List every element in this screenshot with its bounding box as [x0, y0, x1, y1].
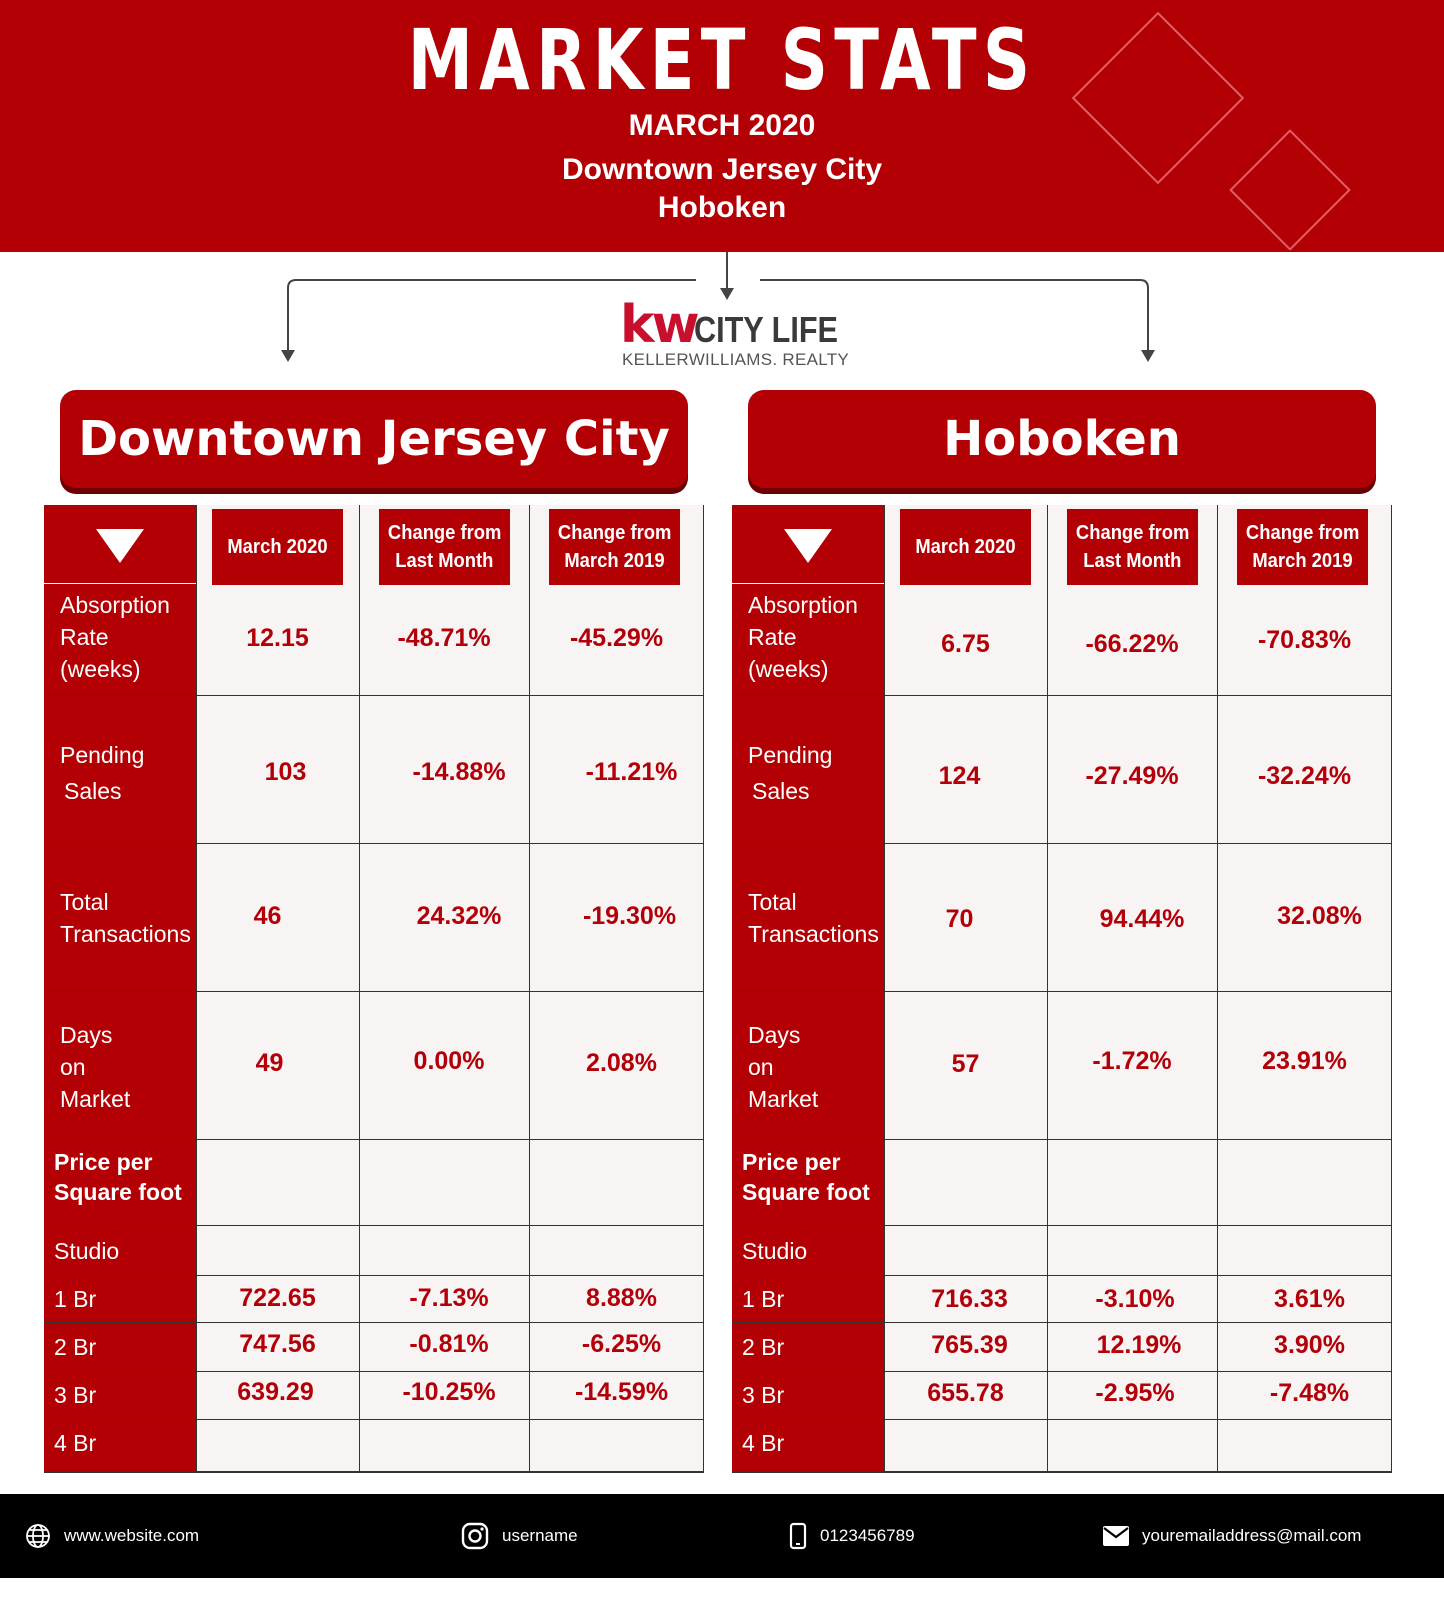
diamond-decoration-icon: [1070, 10, 1400, 250]
value-cell: 747.56: [239, 1330, 316, 1358]
value-cell: 12.15: [246, 624, 309, 652]
row-label-studio: Studio: [54, 1238, 120, 1264]
section-header-hoboken: Hoboken: [748, 390, 1376, 488]
report-month: MARCH 2020: [628, 109, 816, 142]
value-cell: 24.32%: [416, 902, 502, 930]
row-label-4br: 4 Br: [742, 1430, 785, 1456]
page-title: MARKET STATS: [407, 11, 1037, 109]
kw-logo-mark: kw: [620, 295, 697, 355]
contact-footer: [0, 1494, 1444, 1578]
row-label-days-on-market: Days on Market: [748, 1022, 819, 1112]
row-label-2br: 2 Br: [54, 1334, 97, 1360]
row-label-studio: Studio: [742, 1238, 808, 1264]
value-cell: 655.78: [927, 1379, 1004, 1407]
footer-email[interactable]: [1102, 1494, 1361, 1578]
value-cell: -14.88%: [412, 758, 506, 786]
value-cell: 23.91%: [1262, 1047, 1347, 1075]
section-header-downtown-jersey-city: Downtown Jersey City: [60, 390, 688, 488]
row-label-total-transactions: Total Transactions: [748, 889, 879, 947]
logo-subtitle: KELLERWILLIAMS. REALTY: [622, 350, 850, 369]
value-cell: -27.49%: [1085, 762, 1179, 790]
stats-table-hoboken: [732, 505, 1392, 1473]
mail-icon: [1102, 1525, 1130, 1547]
logo-brand-name: CITY LIFE: [694, 309, 838, 350]
email-text: youremailaddress@mail.com: [1142, 1526, 1362, 1545]
row-label-3br: 3 Br: [742, 1382, 785, 1408]
down-triangle-icon: [96, 529, 144, 563]
phone-text: 0123456789: [820, 1526, 915, 1545]
row-label-pending-sales: Pending Sales: [748, 742, 833, 804]
value-cell: -2.95%: [1095, 1379, 1175, 1407]
value-cell: 3.61%: [1274, 1285, 1345, 1313]
value-cell: 3.90%: [1274, 1331, 1345, 1359]
value-cell: 722.65: [239, 1284, 316, 1312]
column-header-change-march-2019: Change from March 2019: [549, 509, 680, 585]
value-cell: -6.25%: [581, 1330, 662, 1358]
column-header-change-march-2019: Change from March 2019: [1237, 509, 1368, 585]
value-cell: 765.39: [931, 1331, 1008, 1359]
area-subtitle-2: Hoboken: [657, 191, 787, 224]
row-label-1br: 1 Br: [742, 1286, 785, 1312]
footer-website[interactable]: [24, 1494, 199, 1578]
instagram-icon: [460, 1521, 490, 1551]
row-label-price-per-square-foot: Price per Square foot: [54, 1149, 182, 1205]
row-label-2br: 2 Br: [742, 1334, 785, 1360]
value-cell: -48.71%: [397, 624, 491, 652]
column-header-change-last-month: Change from Last Month: [379, 509, 510, 585]
value-cell: -66.22%: [1085, 630, 1179, 658]
value-cell: -19.30%: [582, 902, 677, 930]
globe-icon: [24, 1522, 52, 1550]
username-text: username: [502, 1526, 578, 1545]
value-cell: 639.29: [237, 1378, 314, 1406]
value-cell: -14.59%: [574, 1378, 669, 1406]
row-label-absorption-rate: Absorption Rate (weeks): [748, 592, 858, 682]
phone-icon: [788, 1522, 808, 1550]
value-cell: -10.25%: [402, 1378, 496, 1406]
footer-instagram[interactable]: [460, 1494, 578, 1578]
down-triangle-icon: [784, 529, 832, 563]
value-cell: 8.88%: [586, 1284, 657, 1312]
value-cell: -7.48%: [1269, 1379, 1350, 1407]
value-cell: -45.29%: [569, 624, 664, 652]
value-cell: 49: [255, 1049, 284, 1077]
value-cell: 124: [938, 762, 981, 790]
row-label-4br: 4 Br: [54, 1430, 97, 1456]
value-cell: 6.75: [941, 630, 990, 658]
value-cell: -0.81%: [409, 1330, 489, 1358]
value-cell: -11.21%: [585, 758, 678, 786]
stats-table-downtown-jersey-city: [44, 505, 704, 1473]
row-label-absorption-rate: Absorption Rate (weeks): [60, 592, 170, 682]
value-cell: 716.33: [931, 1285, 1008, 1313]
row-label-days-on-market: Days on Market: [60, 1022, 131, 1112]
value-cell: -7.13%: [409, 1284, 489, 1312]
row-label-price-per-square-foot: Price per Square foot: [742, 1149, 870, 1205]
column-header-march-2020: March 2020: [900, 509, 1031, 585]
row-label-pending-sales: Pending Sales: [60, 742, 145, 804]
column-header-march-2020: March 2020: [212, 509, 343, 585]
value-cell: 70: [945, 905, 974, 933]
value-cell: 2.08%: [586, 1049, 657, 1077]
footer-phone[interactable]: [788, 1494, 915, 1578]
value-cell: 103: [264, 758, 307, 786]
value-cell: 46: [253, 902, 282, 930]
value-cell: -32.24%: [1257, 762, 1352, 790]
value-cell: 32.08%: [1277, 902, 1362, 930]
row-label-1br: 1 Br: [54, 1286, 97, 1312]
value-cell: -1.72%: [1092, 1047, 1172, 1075]
value-cell: 94.44%: [1099, 905, 1185, 933]
kw-city-life-logo: [620, 295, 850, 372]
row-label-3br: 3 Br: [54, 1382, 97, 1408]
area-subtitle-1: Downtown Jersey City: [561, 153, 883, 186]
value-cell: 57: [951, 1050, 980, 1078]
row-label-total-transactions: Total Transactions: [60, 889, 191, 947]
header-banner: [0, 0, 1444, 252]
value-cell: 12.19%: [1096, 1331, 1182, 1359]
website-text: www.website.com: [64, 1526, 200, 1545]
value-cell: -3.10%: [1095, 1285, 1175, 1313]
value-cell: -70.83%: [1257, 626, 1352, 654]
column-header-change-last-month: Change from Last Month: [1067, 509, 1198, 585]
value-cell: 0.00%: [413, 1047, 485, 1075]
